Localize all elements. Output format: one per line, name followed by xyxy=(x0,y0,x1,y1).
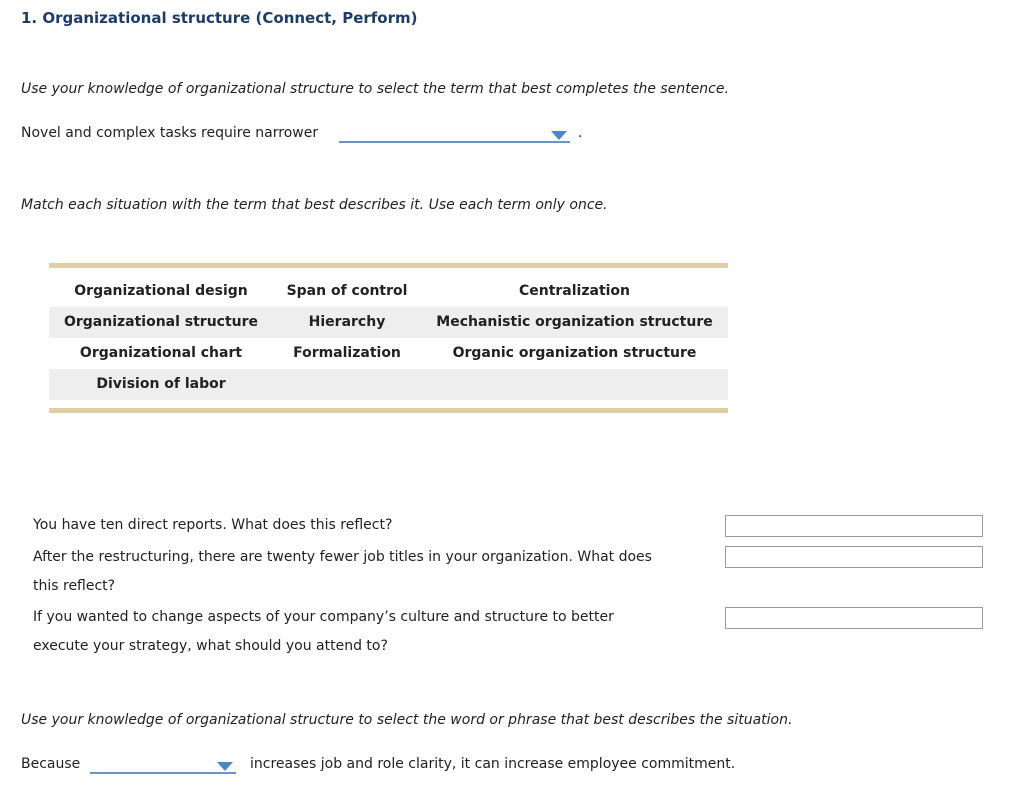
question-3 xyxy=(33,603,614,661)
part3-sentence-start: Because xyxy=(21,756,81,772)
terms-row xyxy=(49,307,728,338)
term-chip[interactable]: Organizational structure xyxy=(63,314,259,330)
question-1 xyxy=(33,511,392,540)
terms-top-border xyxy=(49,263,728,268)
term-chip xyxy=(421,369,728,400)
terms-bank xyxy=(49,263,728,413)
answer-drop-box-3[interactable] xyxy=(725,607,983,629)
term-chip[interactable]: Organizational design xyxy=(74,283,248,299)
part1-sentence-start: Novel and complex tasks require narrower xyxy=(21,125,319,141)
part3-term-dropdown[interactable] xyxy=(90,760,236,774)
term-chip xyxy=(273,369,421,400)
term-chip[interactable]: Division of labor xyxy=(96,376,226,392)
terms-row xyxy=(49,276,728,307)
term-chip[interactable]: Organizational chart xyxy=(79,345,243,361)
term-chip[interactable]: Formalization xyxy=(293,345,401,361)
term-chip[interactable]: Hierarchy xyxy=(308,314,386,330)
terms-bottom-border xyxy=(49,408,728,413)
chevron-down-icon xyxy=(551,131,567,140)
part1-term-dropdown[interactable] xyxy=(339,129,570,143)
term-chip[interactable]: Mechanistic organization structure xyxy=(436,314,713,330)
part3-instruction: Use your knowledge of organizational structure to select the word or phrase that best describes the situation. xyxy=(21,712,793,728)
term-chip[interactable]: Centralization xyxy=(518,283,631,299)
term-chip[interactable]: Span of control xyxy=(286,283,408,299)
answer-drop-box-1[interactable] xyxy=(725,515,983,537)
terms-row xyxy=(49,369,728,400)
chevron-down-icon xyxy=(217,762,233,771)
term-chip[interactable]: Organic organization structure xyxy=(452,345,697,361)
question-text: After the restructuring, there are twenty fewer job titles in your organization. What does xyxy=(33,549,652,565)
part2-instruction: Match each situation with the term that best describes it. Use each term only once. xyxy=(21,197,608,213)
part1-instruction: Use your knowledge of organizational structure to select the term that best completes the sentence. xyxy=(21,81,729,97)
question-2 xyxy=(33,543,652,601)
part1-sentence-end: . xyxy=(578,125,583,141)
question-text: You have ten direct reports. What does this reflect? xyxy=(33,517,393,533)
question-text: execute your strategy, what should you attend to? xyxy=(33,638,388,654)
question-text: this reflect? xyxy=(33,578,116,594)
part3-sentence-end: increases job and role clarity, it can increase employee commitment. xyxy=(250,756,736,772)
terms-row xyxy=(49,338,728,369)
question-text: If you wanted to change aspects of your company’s culture and structure to better xyxy=(33,609,614,625)
page-title: 1. Organizational structure (Connect, Perform) xyxy=(21,9,418,27)
answer-drop-box-2[interactable] xyxy=(725,546,983,568)
